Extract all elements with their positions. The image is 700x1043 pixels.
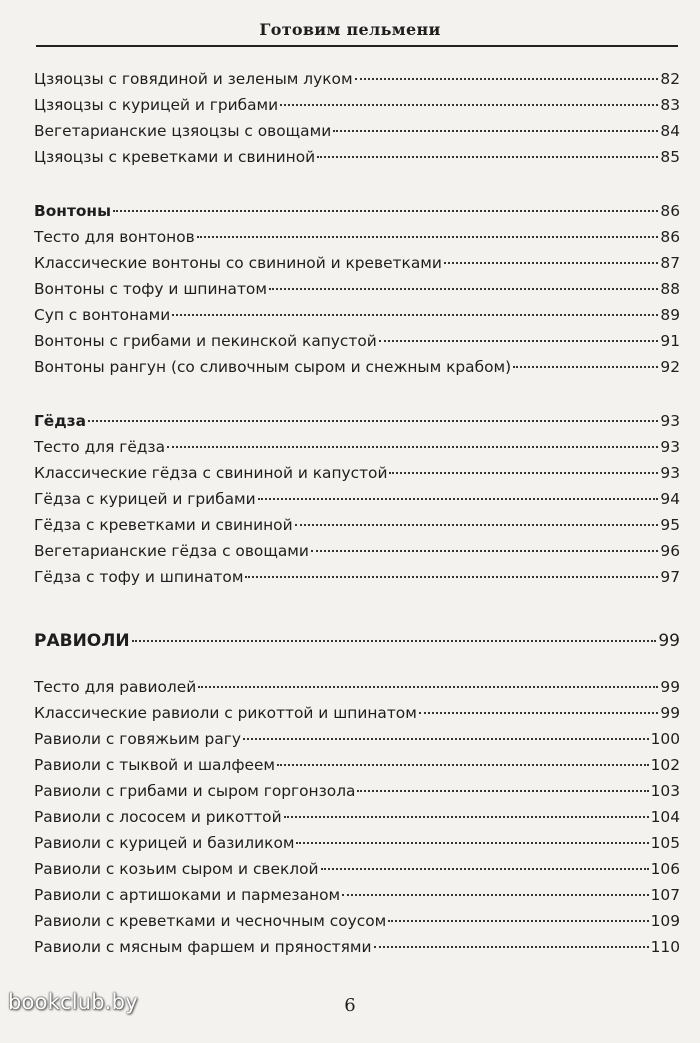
dot-leader — [295, 524, 659, 526]
dot-leader — [342, 894, 648, 896]
toc-entry-title: Гёдза с тофу и шпинатом — [34, 568, 244, 586]
dot-leader — [284, 816, 649, 818]
dot-leader — [296, 842, 648, 844]
toc-entry-page: 83 — [660, 96, 680, 114]
dot-leader — [333, 130, 658, 132]
dot-leader — [444, 262, 659, 264]
toc-entry-title: Гёдза с креветками и свининой — [34, 516, 293, 534]
toc-entry-title: Вонтоны с грибами и пекинской капустой — [34, 332, 377, 350]
toc-entry-title: Гёдза — [34, 412, 87, 430]
table-of-contents — [34, 66, 680, 960]
toc-entry — [34, 830, 680, 856]
dot-leader — [88, 420, 658, 422]
toc-entry-page: 93 — [660, 438, 680, 456]
toc-entry — [34, 882, 680, 908]
dot-leader — [167, 446, 658, 448]
toc-entry-page: 100 — [650, 730, 680, 748]
toc-entry — [34, 66, 680, 92]
dot-leader — [311, 550, 659, 552]
toc-entry-page: 93 — [660, 412, 680, 430]
toc-entry-page: 102 — [650, 756, 680, 774]
toc-entry-title: Вонтоны рангун (со сливочным сыром и снежным крабом) — [34, 358, 512, 376]
toc-entry-title: Равиоли с курицей и базиликом — [34, 834, 295, 852]
running-head: Готовим пельмени — [259, 20, 441, 39]
watermark: bookclub.by — [8, 990, 138, 1014]
toc-entry-page: 91 — [660, 332, 680, 350]
toc-entry — [34, 538, 680, 564]
dot-leader — [355, 78, 659, 80]
dot-leader — [277, 764, 649, 766]
dot-leader — [269, 288, 658, 290]
toc-entry-page: 99 — [660, 678, 680, 696]
toc-entry-page: 110 — [650, 938, 680, 956]
toc-entry — [34, 804, 680, 830]
toc-entry — [34, 144, 680, 170]
toc-entry-title: Тесто для равиолей — [34, 678, 197, 696]
toc-entry-title: Цзяоцзы с говядиной и зеленым луком — [34, 70, 353, 88]
dot-leader — [172, 314, 658, 316]
toc-entry-page: 99 — [660, 704, 680, 722]
toc-entry-page: 99 — [658, 631, 680, 651]
toc-entry-title: Равиоли с креветками и чесночным соусом — [34, 912, 387, 930]
toc-entry — [34, 674, 680, 700]
header-rule — [36, 45, 678, 47]
dot-leader — [113, 210, 658, 212]
toc-entry — [34, 224, 680, 250]
toc-entry-title: Вонтоны с тофу и шпинатом — [34, 280, 267, 298]
toc-entry-title: Цзяоцзы с курицей и грибами — [34, 96, 279, 114]
toc-entry — [34, 856, 680, 882]
toc-entry-title: Тесто для гёдза — [34, 438, 166, 456]
toc-entry-title: Суп с вонтонами — [34, 306, 171, 324]
toc-entry-page: 104 — [650, 808, 680, 826]
dot-leader — [317, 156, 658, 158]
toc-entry-title: Вегетарианские цзяоцзы с овощами — [34, 122, 332, 140]
dot-leader — [197, 236, 659, 238]
toc-entry — [34, 778, 680, 804]
toc-entry-title: Равиоли с артишоками и пармезаном — [34, 886, 341, 904]
toc-entry — [34, 512, 680, 538]
toc-entry-title: Равиоли с козьим сыром и свеклой — [34, 860, 319, 878]
toc-entry — [34, 276, 680, 302]
dot-leader — [198, 686, 658, 688]
toc-entry-title: Вонтоны — [34, 202, 111, 220]
toc-section-heading — [34, 408, 680, 434]
toc-entry — [34, 92, 680, 118]
toc-spacer — [34, 656, 680, 674]
toc-entry-title: Равиоли с говяжьим рагу — [34, 730, 241, 748]
dot-leader — [280, 104, 658, 106]
toc-entry-page: 89 — [660, 306, 680, 324]
toc-entry-page: 107 — [650, 886, 680, 904]
toc-entry — [34, 460, 680, 486]
toc-entry — [34, 434, 680, 460]
toc-entry — [34, 118, 680, 144]
toc-entry-page: 96 — [660, 542, 680, 560]
toc-entry-page: 86 — [660, 202, 680, 220]
toc-section-heading — [34, 198, 680, 224]
toc-entry — [34, 486, 680, 512]
toc-entry-page: 109 — [650, 912, 680, 930]
toc-entry-page: 97 — [660, 568, 680, 586]
toc-entry — [34, 302, 680, 328]
toc-entry — [34, 700, 680, 726]
toc-entry — [34, 934, 680, 960]
dot-leader — [388, 920, 648, 922]
toc-entry-page: 87 — [660, 254, 680, 272]
dot-leader — [374, 946, 649, 948]
toc-entry — [34, 726, 680, 752]
toc-entry-title: Тесто для вонтонов — [34, 228, 195, 246]
toc-entry-title: Цзяоцзы с креветками и свининой — [34, 148, 316, 166]
dot-leader — [321, 868, 649, 870]
toc-spacer — [34, 590, 680, 626]
toc-entry-title: Вегетарианские гёдза с овощами — [34, 542, 309, 560]
toc-entry-title: Равиоли с мясным фаршем и пряностями — [34, 938, 372, 956]
page-number: 6 — [344, 995, 356, 1016]
toc-entry-page: 86 — [660, 228, 680, 246]
toc-entry-title: Классические равиоли с рикоттой и шпинатом — [34, 704, 417, 722]
toc-entry-page: 88 — [660, 280, 680, 298]
toc-entry — [34, 250, 680, 276]
dot-leader — [419, 712, 659, 714]
toc-entry-page: 93 — [660, 464, 680, 482]
dot-leader — [258, 498, 659, 500]
toc-entry — [34, 908, 680, 934]
dot-leader — [389, 472, 658, 474]
toc-entry-title: Классические вонтоны со свининой и креветками — [34, 254, 442, 272]
dot-leader — [379, 340, 659, 342]
toc-entry — [34, 354, 680, 380]
toc-entry-title: Равиоли с грибами и сыром горгонзола — [34, 782, 356, 800]
dot-leader — [132, 640, 657, 642]
toc-entry-page: 95 — [660, 516, 680, 534]
toc-entry-page: 92 — [660, 358, 680, 376]
toc-entry — [34, 564, 680, 590]
toc-entry-title: Классические гёдза с свининой и капустой — [34, 464, 388, 482]
toc-chapter-heading — [34, 626, 680, 656]
toc-entry-title: Равиоли с лососем и рикоттой — [34, 808, 282, 826]
toc-entry-title: РАВИОЛИ — [34, 631, 130, 651]
toc-entry-page: 106 — [650, 860, 680, 878]
toc-entry-page: 105 — [650, 834, 680, 852]
dot-leader — [245, 576, 658, 578]
dot-leader — [357, 790, 648, 792]
toc-entry — [34, 328, 680, 354]
toc-entry-page: 85 — [660, 148, 680, 166]
toc-entry-title: Гёдза с курицей и грибами — [34, 490, 256, 508]
toc-entry-page: 84 — [660, 122, 680, 140]
toc-entry — [34, 752, 680, 778]
toc-entry-page: 103 — [650, 782, 680, 800]
toc-entry-title: Равиоли с тыквой и шалфеем — [34, 756, 276, 774]
toc-entry-page: 94 — [660, 490, 680, 508]
dot-leader — [243, 738, 649, 740]
dot-leader — [513, 366, 658, 368]
toc-spacer — [34, 170, 680, 198]
toc-spacer — [34, 380, 680, 408]
toc-entry-page: 82 — [660, 70, 680, 88]
